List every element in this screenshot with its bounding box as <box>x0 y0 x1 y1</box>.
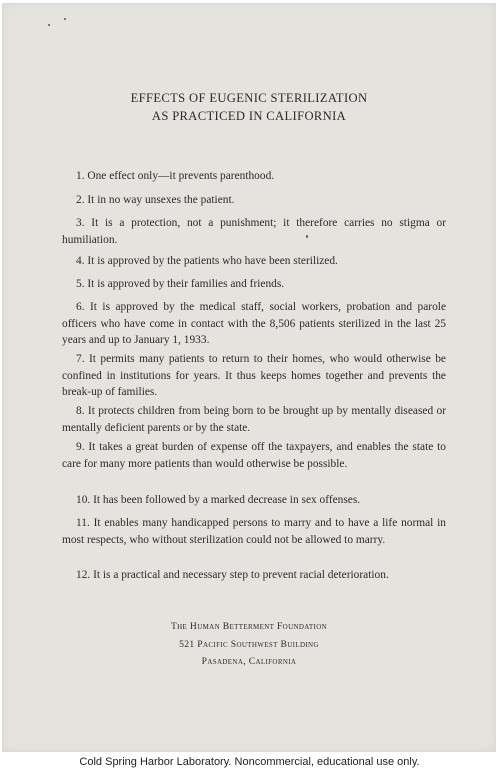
paper-speck <box>48 24 50 26</box>
document-sheet <box>2 3 496 752</box>
list-item: 10. It has been followed by a marked decrease in sex offenses. <box>76 494 361 506</box>
credit-line: Cold Spring Harbor Laboratory. Noncommercial, educational use only. <box>79 756 420 768</box>
list-item: 1. One effect only—it prevents parenthood. <box>76 170 275 182</box>
footer-organization: The Human Betterment Foundation <box>170 621 328 632</box>
list-item: 3. It is a protection, not a punishment; it therefore carries no stigma or humiliation. <box>62 217 446 246</box>
list-item: 5. It is approved by their families and friends. <box>76 278 285 290</box>
list-item: 6. It is approved by the medical staff, social workers, probation and parole officers who have come in contact with the 8,506 patients sterilized in the last 25 years and up to January 1, 1933. <box>62 301 446 346</box>
list-item: 7. It permits many patients to return to their homes, who would otherwise be confined in institutions for years. It thus keeps homes together and prevents the break-up of families. <box>62 353 446 398</box>
list-item: 2. It in no way unsexes the patient. <box>76 194 235 206</box>
list-item: 8. It protects children from being born to be brought up by mentally diseased or mentally deficient parents or by the state. <box>62 405 446 434</box>
list-item: 9. It takes a great burden of expense off the taxpayers, and enables the state to care for many more patients than would otherwise be possible. <box>62 441 446 470</box>
footer-city: Pasadena, California <box>201 656 297 667</box>
list-item: 4. It is approved by the patients who have been sterilized. <box>76 255 338 267</box>
list-item: 11. It enables many handicapped persons to marry and to have a life normal in most respects, who without sterilization could not be allowed to marry. <box>62 517 446 546</box>
document-title-line-1: EFFECTS OF EUGENIC STERILIZATION <box>130 91 368 105</box>
paper-speck <box>64 18 66 20</box>
list-item: 12. It is a practical and necessary step to prevent racial deterioration. <box>76 569 389 581</box>
document-title-line-2: AS PRACTICED IN CALIFORNIA <box>151 109 347 123</box>
footer-address: 521 Pacific Southwest Building <box>179 639 319 650</box>
